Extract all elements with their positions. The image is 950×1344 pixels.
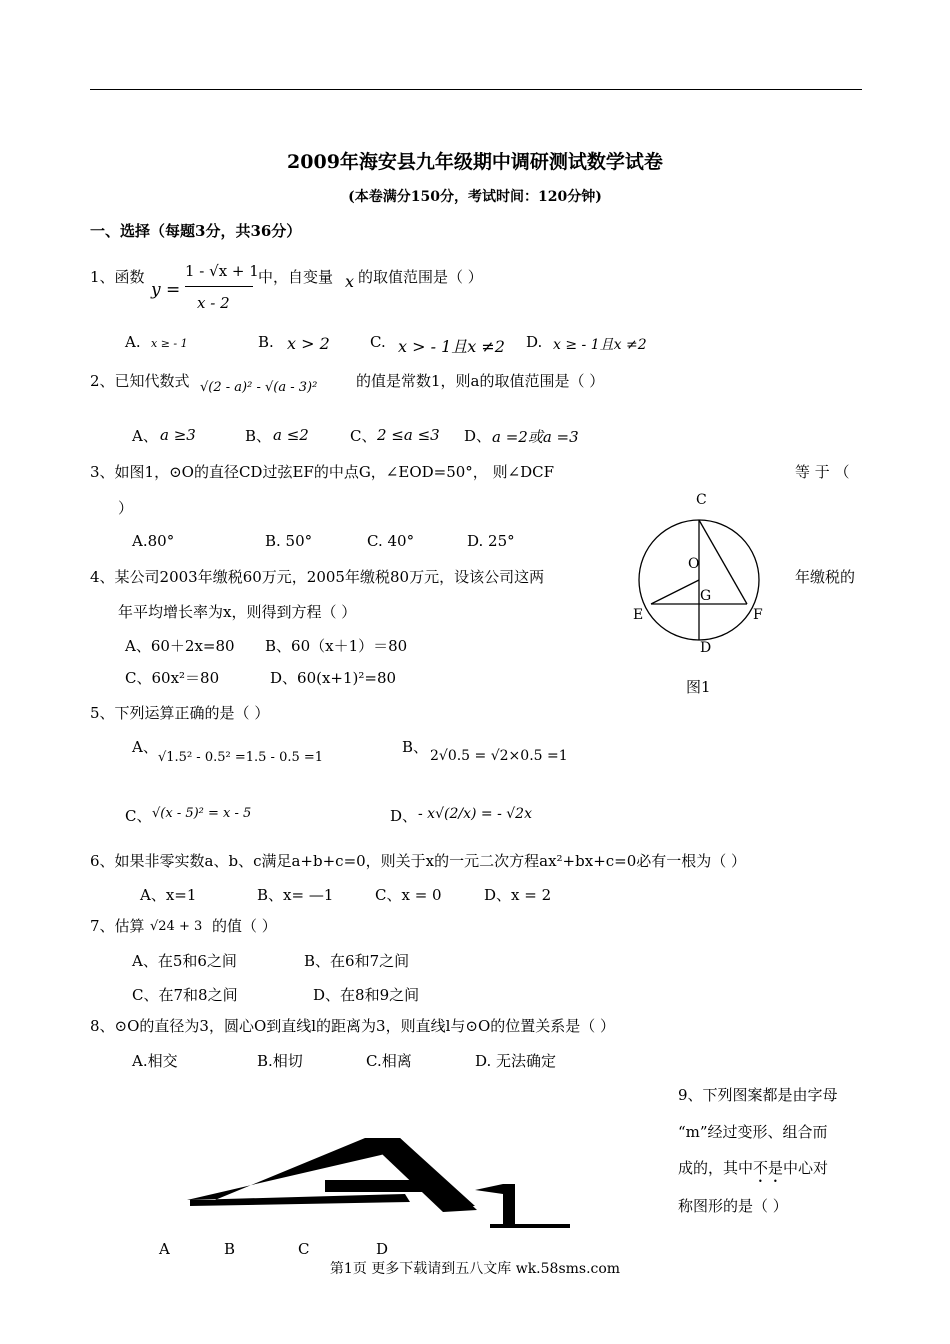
q9-stem-line4: 称图形的是（ ） — [678, 1197, 788, 1215]
q1-stem-post: 中，自变量 — [258, 268, 334, 286]
q7-option-d: D、在8和9之间 — [313, 986, 420, 1004]
q5-option-d: - x√(2/x) = - √2x — [418, 806, 532, 822]
q2-option-a: a ≥3 — [160, 426, 196, 444]
q9-option-b-label: B — [224, 1240, 236, 1258]
q5-option-c: √(x - 5)² = x - 5 — [152, 806, 252, 821]
pattern-digit-shape — [475, 1184, 530, 1228]
q5-option-d-label: D、 — [390, 807, 418, 825]
q4-option-a: A、60＋2x=80 — [125, 637, 235, 655]
pattern-crossbar — [325, 1180, 427, 1192]
q2-option-c: 2 ≤a ≤3 — [377, 426, 440, 444]
q9-stem-line3: 成的，其中不是中心对 — [678, 1159, 829, 1177]
q1-fraction-bar — [185, 286, 253, 287]
q9-option-a-label: A — [159, 1240, 170, 1258]
q8-option-b: B.相切 — [257, 1052, 303, 1070]
q4-option-b: B、60（x＋1）＝80 — [265, 637, 408, 655]
q1-option-a-label: A. — [125, 333, 141, 351]
q2-option-b: a ≤2 — [273, 426, 309, 444]
q4-stem-tail: 年缴税的 — [795, 568, 856, 586]
q7-stem-pre: 7、估算 — [90, 917, 145, 935]
q1-stem-tail: 的取值范围是（ ） — [358, 268, 483, 286]
q3-option-c: C. 40° — [367, 532, 415, 550]
q1-formula-denominator: x - 2 — [197, 294, 230, 312]
q3-option-d: D. 25° — [467, 532, 515, 550]
q1-stem-pre: 1、函数 — [90, 268, 145, 286]
page-footer: 第1页 更多下载请到五八文库 wk.58sms.com — [329, 1261, 621, 1277]
q7-option-c: C、在7和8之间 — [132, 986, 238, 1004]
q6-option-a: A、x=1 — [140, 886, 197, 904]
q1-option-c-label: C. — [370, 333, 386, 351]
page-subtitle: (本卷满分150分，考试时间：120分钟) — [348, 189, 602, 205]
figure-caption: 图1 — [686, 678, 711, 696]
q2-option-b-label: B、 — [245, 427, 272, 445]
q2-stem-post: 的值是常数1，则a的取值范围是（ ） — [356, 372, 605, 390]
q1-option-d: x ≥ - 1且x ≠2 — [553, 337, 647, 353]
page-title: 2009年海安县九年级期中调研测试数学试卷 — [287, 151, 663, 173]
q1-formula-numerator: 1 - √x + 1 — [185, 262, 259, 280]
q1-option-b-label: B. — [258, 333, 274, 351]
q5-option-a: √1.5² - 0.5² =1.5 - 0.5 =1 — [158, 750, 324, 765]
q3-stem: 3、如图1，⊙O的直径CD过弦EF的中点G，∠EOD=50°， 则∠DCF — [90, 463, 555, 481]
label-g: G — [700, 588, 712, 604]
q3-stem-tail: 等 于 （ — [795, 463, 850, 481]
q8-option-a: A.相交 — [132, 1052, 178, 1070]
q3-option-a: A.80° — [132, 532, 175, 550]
q1-option-d-label: D. — [526, 333, 543, 351]
q5-option-b: 2√0.5 = √2×0.5 =1 — [430, 748, 568, 764]
label-d: D — [700, 640, 712, 656]
q1-option-b: x > 2 — [287, 334, 330, 353]
q1-formula-y: y — [151, 280, 161, 300]
q8-stem: 8、⊙O的直径为3，圆心O到直线l的距离为3，则直线l与⊙O的位置关系是（ ） — [90, 1017, 616, 1035]
q9-option-c-label: C — [298, 1240, 310, 1258]
q1-option-c: x > - 1且x ≠2 — [398, 337, 505, 356]
q2-option-c-label: C、 — [350, 427, 377, 445]
label-o: O — [688, 556, 700, 572]
q4-option-c: C、60x²＝80 — [125, 669, 220, 687]
q5-option-a-label: A、 — [132, 738, 158, 756]
label-e: E — [633, 607, 644, 623]
q2-option-d-label: D、 — [464, 427, 492, 445]
header-rule — [90, 89, 862, 90]
q6-option-d: D、x = 2 — [484, 886, 552, 904]
q8-option-d: D. 无法确定 — [475, 1052, 557, 1070]
q9-stem-line1: 9、下列图案都是由字母 — [678, 1086, 838, 1104]
q6-stem: 6、如果非零实数a、b、c满足a+b+c=0，则关于x的一元二次方程ax²+bx+c=0必有一根为（ ） — [90, 852, 747, 870]
segment-oe — [651, 580, 699, 604]
q2-expression: √(2 - a)² - √(a - 3)² — [200, 380, 318, 395]
q4-stem: 4、某公司2003年缴税60万元，2005年缴税80万元，设该公司这两 — [90, 568, 545, 586]
q7-option-a: A、在5和6之间 — [132, 952, 237, 970]
q2-option-a-label: A、 — [132, 427, 158, 445]
q9-pattern-figure — [185, 1132, 570, 1230]
q7-stem-post: 的值（ ） — [212, 917, 277, 935]
q9-emphasis: 不是 — [753, 1159, 784, 1177]
q5-option-b-label: B、 — [402, 738, 429, 756]
q5-option-c-label: C、 — [125, 807, 152, 825]
q2-option-d: a =2或a =3 — [492, 428, 579, 446]
q3-option-b: B. 50° — [265, 532, 313, 550]
section-heading: 一、选择（每题3分，共36分） — [90, 222, 302, 240]
figure-1-circle-diagram — [620, 486, 780, 702]
pattern-base — [490, 1224, 570, 1228]
q7-expression: √24 + 3 — [150, 919, 203, 934]
q3-stem-paren: ） — [118, 499, 134, 517]
q1-variable: x — [345, 272, 355, 291]
label-f: F — [753, 607, 763, 623]
q4-stem-line2: 年平均增长率为x，则得到方程（ ） — [118, 603, 357, 621]
q9-option-d-label: D — [376, 1240, 389, 1258]
q2-stem-pre: 2、已知代数式 — [90, 372, 190, 390]
q9-stem-line2: “m”经过变形、组合而 — [678, 1123, 828, 1141]
q4-option-d: D、60(x+1)²=80 — [270, 669, 397, 687]
q5-stem: 5、下列运算正确的是（ ） — [90, 704, 270, 722]
q7-option-b: B、在6和7之间 — [304, 952, 410, 970]
q1-formula-eq: = — [166, 280, 181, 300]
label-c: C — [696, 492, 707, 508]
q8-option-c: C.相离 — [366, 1052, 412, 1070]
q1-option-a: x ≥ - 1 — [151, 337, 188, 350]
q6-option-b: B、x= —1 — [257, 886, 334, 904]
q6-option-c: C、x = 0 — [375, 886, 442, 904]
